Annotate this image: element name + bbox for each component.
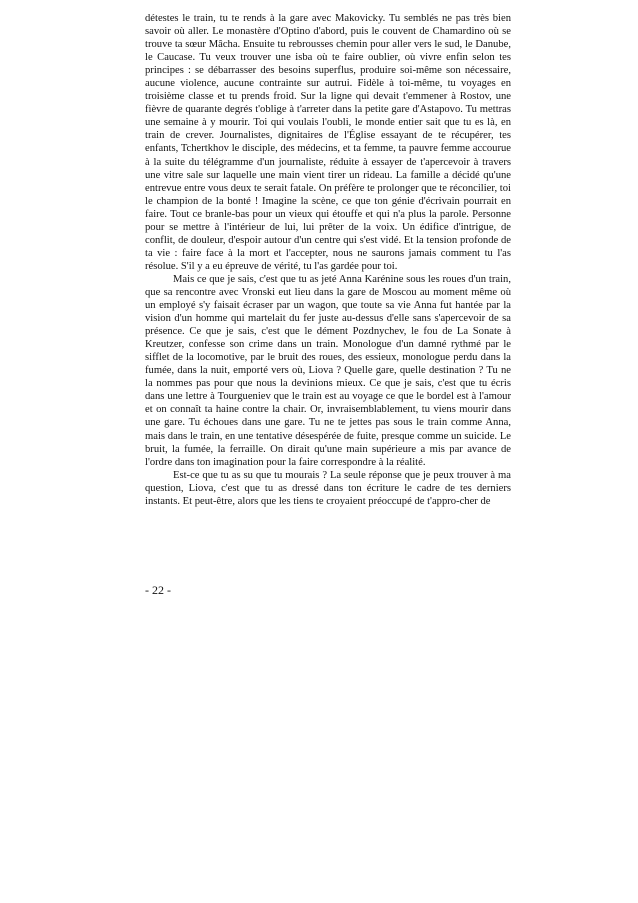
body-text (145, 12, 511, 508)
paragraph: Mais ce que je sais, c'est que tu as jeté Anna Karénine sous les roues d'un train, que sa rencontre avec Vronski eut lieu dans la gare de Moscou au moment même où un employé s'y faisait écraser par un wagon, que toute sa vie Anna fut hantée par la vision d'un homme qui martelait du fer juste au-dessus d'elle sans s'apercevoir de sa présence. Ce que je sais, c'est que le dément Pozdnychev, le fou de La Sonate à Kreutzer, confesse son crime dans un train. Monologue d'un damné rythmé par le sifflet de la locomotive, par le bruit des roues, des essieux, monologue perdu dans la fumée, dans la nuit, emporté vers où, Liova ? Quelle gare, quelle destination ? Tu ne la nommes pas pour que nous la devinions mieux. Ce que je sais, c'est que tu écris dans une lettre à Tourgueniev que le train est au voyage ce que le bordel est à l'amour et on connaît ta haine contre la chair. Or, invraisemblablement, tu viens mourir dans une gare. Tu échoues dans une gare. Tu ne te jettes pas sous le train comme Anna, mais dans le train, en une tentative désespérée de fuite, presque comme un suicide. Le bruit, la fumée, la ferraille. On dirait qu'une main supérieure a mis par avance de l'ordre dans ton imagination pour la faire correspondre à la réalité. (145, 273, 511, 468)
paragraph: Est-ce que tu as su que tu mourais ? La seule réponse que je peux trouver à ma question, Liova, c'est que tu as dressé dans ton écriture le cadre de tes derniers instants. Et peut-être, alors que les tiens te croyaient préoccupé de t'appro-cher de (145, 469, 511, 507)
paragraph: détestes le train, tu te rends à la gare avec Makovicky. Tu semblés ne pas très bien savoir où aller. Le monastère d'Optino d'abord, puis le couvent de Chamardino où se trouve ta sœur Mâcha. Ensuite tu rebrousses chemin pour aller vers le sud, le Danube, le Caucase. Tu veux trouver une isba où te faire oublier, où vivre enfin selon tes principes : se débarrasser des besoins superflus, produire soi-même son nécessaire, aucune violence, aucune contrainte sur autrui. Fidèle à toi-même, tu voyages en troisième classe et tu prends froid. Sur la ligne qui devait t'emmener à Rostov, une fièvre de quarante degrés t'oblige à t'arreter dans la petite gare d'Astapovo. Tu mettras une semaine à y mourir. Toi qui voulais l'oubli, le monde entier sait que tu es là, en train de crever. Journalistes, dignitaires de l'Église essayant de te récupérer, tes enfants, Tchertkhov le disciple, des médecins, et ta femme, ta pauvre femme accourue à la suite du télégramme d'un journaliste, réduite à essayer de t'apercevoir à travers une vitre sale sur laquelle une main vient tirer un rideau. La famille a décidé qu'une entrevue entre vous deux te serait fatale. On préfère te prolonger que te réconcilier, toi le champion de la bonté ! Imagine la scène, ce que ton génie d'écrivain pourrait en faire. Tout ce branle-bas pour un vieux qui étouffe et qui n'a plus la parole. Personne pour se mettre à l'intérieur de lui, lui prêter de la voix. Un édifice d'intrigue, de conflit, de douleur, d'espoir autour d'un centre qui s'est vidé. Et la tension profonde de ta vie : faire face à la mort et l'accepter, nous ne saurons jamais comment tu l'as résolue. S'il y a eu épreuve de vérité, tu l'as gardée pour toi. (145, 13, 511, 272)
page-number: - 22 - (145, 583, 171, 597)
